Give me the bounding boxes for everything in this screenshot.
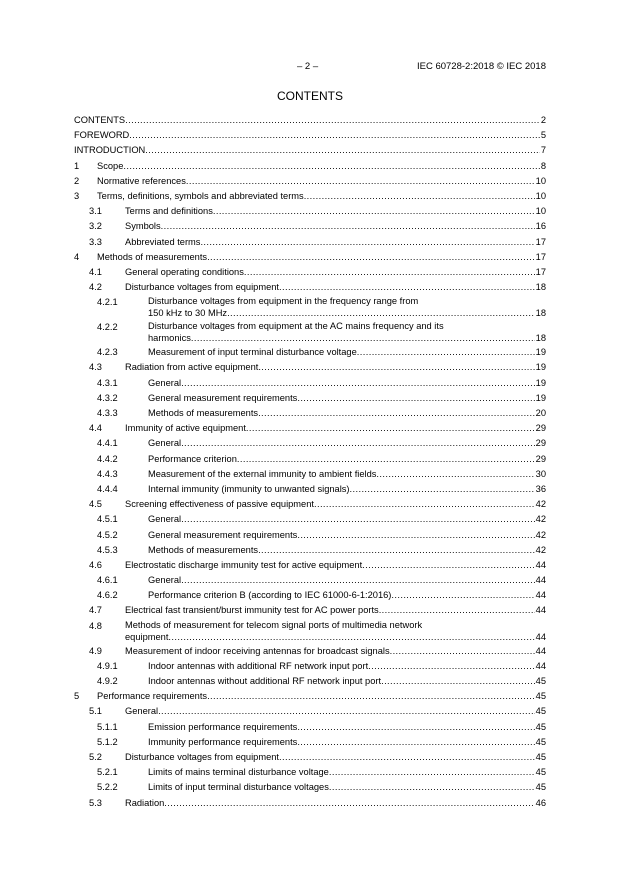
toc-entry[interactable] — [74, 128, 546, 143]
toc-entry[interactable] — [74, 391, 546, 406]
toc-entry-title: Terms and definitions — [125, 206, 213, 217]
dot-leader — [161, 219, 535, 234]
toc-entry[interactable] — [74, 174, 546, 189]
dot-leader — [158, 704, 535, 719]
toc-entry-title: General measurement requirements — [148, 392, 298, 403]
toc-entry-page: 42 — [535, 514, 546, 525]
toc-entry-title: Measurement of indoor receiving antennas for broadcast signals — [125, 645, 390, 656]
toc-entry[interactable] — [74, 796, 546, 811]
toc-entry[interactable] — [74, 558, 546, 573]
toc-entry-title: Electrostatic discharge immunity test for active equipment — [125, 559, 363, 570]
toc-entry[interactable] — [74, 219, 546, 234]
toc-entry-number: 5.2.2 — [97, 782, 118, 793]
toc-entry[interactable] — [74, 360, 546, 375]
dot-leader — [181, 512, 535, 527]
toc-entry-title: INTRODUCTION — [74, 145, 146, 156]
toc-entry[interactable] — [74, 159, 546, 174]
toc-entry-title: FOREWORD — [74, 130, 130, 141]
toc-entry-number: 4.7 — [89, 605, 102, 616]
toc-entry-number: 2 — [74, 175, 80, 186]
toc-entry-page: 42 — [535, 529, 546, 540]
toc-entry[interactable] — [74, 320, 546, 345]
dot-leader — [207, 689, 535, 704]
toc-entry-title-continued: harmonics — [148, 333, 191, 344]
dot-leader — [297, 735, 534, 750]
toc-entry-page: 18 — [535, 282, 546, 293]
toc-entry-number: 4.3.3 — [97, 408, 118, 418]
toc-entry-page: 36 — [535, 483, 546, 494]
toc-entry-title: General measurement requirements — [148, 529, 298, 540]
toc-entry-number: 4.4.2 — [97, 453, 118, 464]
toc-entry-page: 44 — [535, 645, 546, 656]
dot-leader — [181, 436, 535, 451]
toc-entry[interactable] — [74, 588, 546, 603]
toc-entry[interactable] — [74, 704, 546, 719]
toc-entry[interactable] — [74, 482, 546, 497]
dot-leader — [279, 750, 535, 765]
toc-entry[interactable] — [74, 674, 546, 689]
toc-entry-number: 3.3 — [89, 236, 102, 247]
dot-leader — [350, 482, 535, 497]
toc-entry[interactable] — [74, 644, 546, 659]
page-title: CONTENTS — [277, 89, 343, 103]
toc-entry-number: 4.9.2 — [97, 676, 118, 686]
toc-entry-number: 3 — [74, 190, 80, 201]
toc-entry-number: 4.6.1 — [97, 575, 118, 586]
toc-entry[interactable] — [74, 189, 546, 204]
toc-entry-title: Performance criterion — [148, 453, 237, 464]
toc-entry-number: 5.2.1 — [97, 767, 118, 778]
toc-entry-title: General — [148, 377, 182, 388]
toc-entry[interactable] — [74, 765, 546, 780]
toc-entry-number: 4.8 — [89, 620, 102, 631]
toc-entry-number: 4.2.2 — [97, 322, 118, 333]
toc-entry-page: 29 — [535, 453, 546, 464]
toc-entry-number: 5.1 — [89, 706, 102, 717]
dot-leader — [213, 204, 535, 219]
toc-entry-number: 4.9 — [89, 645, 102, 656]
toc-entry-title: Performance criterion B (according to IEC 61000-6-1:2016) — [148, 590, 392, 601]
toc-entry-number: 4.4.1 — [97, 438, 118, 449]
toc-entry-title: Terms, definitions, symbols and abbreviated terms — [97, 190, 304, 201]
toc-entry-title: Limits of input terminal disturbance voltages — [148, 782, 329, 793]
toc-entry-title: Electrical fast transient/burst immunity test for AC power ports — [125, 605, 379, 616]
dot-leader — [304, 189, 535, 204]
toc-entry-number: 4.6 — [89, 559, 102, 570]
dot-leader — [258, 406, 535, 421]
toc-entry-page: 42 — [535, 499, 546, 510]
dot-leader — [297, 528, 534, 543]
dot-leader — [129, 128, 540, 143]
toc-entry-number: 5.2 — [89, 751, 102, 762]
toc-entry-title: Normative references — [97, 175, 186, 186]
dot-leader — [145, 143, 540, 158]
toc-entry[interactable] — [74, 250, 546, 265]
toc-entry-page: 18 — [535, 333, 546, 344]
toc-entry-page: 10 — [535, 190, 546, 201]
toc-entry-title: Measurement of the external immunity to ambient fields — [148, 468, 377, 479]
dot-leader — [237, 452, 535, 467]
toc-entry[interactable] — [74, 113, 546, 128]
dot-leader — [244, 265, 535, 280]
toc-entry[interactable] — [74, 573, 546, 588]
toc-entry-page: 44 — [535, 559, 546, 570]
toc-entry[interactable] — [74, 235, 546, 250]
toc-entry-number: 1 — [74, 160, 80, 171]
toc-entry-page: 44 — [535, 631, 546, 642]
dot-leader — [390, 644, 535, 659]
toc-entry-title: Radiation from active equipment — [125, 362, 259, 373]
toc-entry-title: General — [148, 575, 182, 586]
toc-entry[interactable] — [74, 406, 546, 421]
toc-entry[interactable] — [74, 603, 546, 618]
toc-entry-page: 19 — [535, 362, 546, 373]
toc-entry-number: 4.2.1 — [97, 297, 118, 308]
toc-entry-page: 29 — [535, 438, 546, 449]
dot-leader — [329, 765, 535, 780]
toc-entry-page: 18 — [535, 308, 546, 319]
toc-entry-number: 3.2 — [89, 221, 102, 232]
toc-entry-page: 45 — [535, 767, 546, 778]
toc-entry-page: 30 — [535, 468, 546, 479]
toc-entry-page: 8 — [540, 160, 546, 171]
toc-entry-title-continued: equipment — [125, 631, 169, 642]
dot-leader — [227, 307, 535, 319]
toc-entry-title: Disturbance voltages from equipment — [125, 282, 279, 293]
table-of-contents — [74, 113, 546, 811]
toc-entry-page: 45 — [535, 736, 546, 747]
toc-entry-title: CONTENTS — [74, 115, 126, 125]
toc-entry-number: 4.5 — [89, 499, 102, 510]
toc-entry[interactable] — [74, 735, 546, 750]
toc-entry-title: Indoor antennas without additional RF network input port — [148, 676, 382, 686]
toc-entry[interactable] — [74, 750, 546, 765]
dot-leader — [329, 780, 535, 795]
dot-leader — [186, 174, 535, 189]
toc-entry-number: 3.1 — [89, 206, 102, 217]
toc-entry-title: Indoor antennas with additional RF network input port — [148, 660, 369, 671]
toc-entry[interactable] — [74, 295, 546, 320]
toc-entry-number: 5 — [74, 691, 80, 702]
dot-leader — [191, 332, 535, 344]
toc-entry[interactable] — [74, 543, 546, 558]
toc-entry-title: General — [125, 706, 159, 717]
toc-entry-number: 4.4 — [89, 423, 102, 434]
toc-entry-page: 5 — [540, 130, 546, 141]
dot-leader — [123, 159, 539, 174]
toc-entry-title: Immunity of active equipment — [125, 423, 246, 434]
toc-entry-title: General — [148, 438, 182, 449]
toc-entry[interactable] — [74, 421, 546, 436]
toc-entry-page: 45 — [535, 706, 546, 717]
toc-entry-title: Methods of measurements — [148, 544, 259, 555]
toc-entry-number: 4.6.2 — [97, 590, 118, 601]
toc-entry-page: 44 — [535, 660, 546, 671]
toc-entry-title: Screening effectiveness of passive equipment — [125, 499, 314, 510]
toc-entry-page: 44 — [535, 575, 546, 586]
toc-entry-page: 42 — [535, 544, 546, 555]
toc-entry-title: Methods of measurement for telecom signal ports of multimedia network — [125, 619, 423, 630]
toc-entry-page: 16 — [535, 221, 546, 232]
toc-entry-number: 4.3 — [89, 362, 102, 373]
toc-entry-number: 4.9.1 — [97, 660, 118, 671]
toc-entry-title: Abbreviated terms — [125, 236, 201, 247]
toc-entry[interactable] — [74, 143, 546, 158]
toc-entry-page: 7 — [540, 145, 546, 156]
toc-entry[interactable] — [74, 204, 546, 219]
toc-entry-page: 45 — [535, 751, 546, 762]
toc-entry-number: 4.5.2 — [97, 529, 118, 540]
dot-leader — [368, 659, 534, 674]
toc-entry[interactable] — [74, 659, 546, 674]
dot-leader — [376, 467, 534, 482]
standard-reference-header: IEC 60728-2:2018 © IEC 2018 — [416, 61, 546, 72]
dot-leader — [181, 376, 535, 391]
toc-entry-title: Measurement of input terminal disturbance voltage — [148, 347, 357, 358]
toc-entry-page: 44 — [535, 605, 546, 616]
dot-leader — [258, 360, 534, 375]
toc-entry[interactable] — [74, 467, 546, 482]
toc-entry-title: Emission performance requirements — [148, 721, 298, 732]
toc-entry[interactable] — [74, 452, 546, 467]
toc-entry[interactable] — [74, 497, 546, 512]
dot-leader — [362, 558, 534, 573]
toc-entry-number: 5.1.2 — [97, 736, 118, 747]
toc-entry-page: 20 — [535, 408, 546, 418]
toc-entry-number: 4.2 — [89, 282, 102, 293]
toc-entry-title: Internal immunity (immunity to unwanted signals) — [148, 483, 350, 494]
dot-leader — [200, 235, 534, 250]
toc-entry-title: Methods of measurements — [97, 251, 208, 262]
toc-entry-page: 17 — [535, 251, 546, 262]
toc-entry-title: Disturbance voltages from equipment — [125, 751, 279, 762]
dot-leader — [357, 345, 535, 360]
toc-entry-page: 29 — [535, 423, 546, 434]
toc-entry-title: General — [148, 514, 182, 525]
toc-entry-number: 5.1.1 — [97, 721, 118, 732]
toc-entry-page: 19 — [535, 392, 546, 403]
toc-entry-title: Disturbance voltages from equipment at the AC mains frequency and its — [148, 321, 444, 332]
toc-entry-title: Symbols — [125, 221, 161, 232]
toc-entry-number: 4.5.3 — [97, 544, 118, 555]
toc-entry-title: Radiation — [125, 797, 165, 808]
dot-leader — [379, 603, 535, 618]
toc-entry-number: 4.3.1 — [97, 377, 118, 388]
dot-leader — [297, 720, 534, 735]
toc-entry[interactable] — [74, 689, 546, 704]
toc-entry[interactable] — [74, 780, 546, 795]
dot-leader — [168, 631, 534, 643]
toc-entry-number: 4.3.2 — [97, 392, 118, 403]
toc-entry-page: 45 — [535, 691, 546, 702]
toc-entry-page: 45 — [535, 721, 546, 732]
dot-leader — [381, 674, 535, 689]
toc-entry-page: 46 — [535, 797, 546, 808]
toc-entry-title: Performance requirements — [97, 691, 208, 702]
toc-entry-page: 10 — [535, 175, 546, 186]
toc-entry-title-continued: 150 kHz to 30 MHz — [148, 308, 228, 319]
dot-leader — [314, 497, 535, 512]
toc-entry-page: 19 — [535, 347, 546, 358]
toc-entry-number: 5.3 — [89, 797, 102, 808]
toc-entry-page: 45 — [535, 676, 546, 686]
dot-leader — [279, 280, 535, 295]
toc-entry-title: Methods of measurements — [148, 408, 259, 418]
toc-entry[interactable] — [74, 345, 546, 360]
dot-leader — [164, 796, 534, 811]
toc-entry-page: 17 — [535, 236, 546, 247]
toc-entry[interactable] — [74, 265, 546, 280]
toc-entry[interactable] — [74, 436, 546, 451]
toc-entry-number: 4.1 — [89, 266, 102, 277]
toc-entry-page: 45 — [535, 782, 546, 793]
toc-entry-number: 4 — [74, 251, 80, 262]
toc-entry[interactable] — [74, 528, 546, 543]
toc-entry-number: 4.5.1 — [97, 514, 118, 525]
toc-entry-page: 17 — [535, 266, 546, 277]
toc-entry-number: 4.2.3 — [97, 347, 118, 358]
toc-entry-number: 4.4.4 — [97, 483, 118, 494]
toc-entry-page: 2 — [540, 115, 546, 125]
dot-leader — [207, 250, 535, 265]
toc-entry[interactable] — [74, 619, 546, 644]
toc-entry-page: 44 — [535, 590, 546, 601]
dot-leader — [258, 543, 535, 558]
toc-entry-page: 19 — [535, 377, 546, 388]
toc-entry-title: Limits of mains terminal disturbance voltage — [148, 767, 329, 778]
dot-leader — [297, 391, 534, 406]
dot-leader — [125, 113, 540, 128]
dot-leader — [246, 421, 535, 436]
page-number-header: – 2 – — [297, 61, 319, 72]
toc-entry-page: 10 — [535, 206, 546, 217]
toc-entry-number: 4.4.3 — [97, 468, 118, 479]
toc-entry[interactable] — [74, 512, 546, 527]
toc-entry[interactable] — [74, 720, 546, 735]
toc-entry-title: Disturbance voltages from equipment in the frequency range from — [148, 296, 419, 307]
toc-entry-title: General operating conditions — [125, 266, 244, 277]
dot-leader — [391, 588, 534, 603]
toc-entry[interactable] — [74, 376, 546, 391]
toc-entry[interactable] — [74, 280, 546, 295]
toc-entry-title: Immunity performance requirements — [148, 736, 298, 747]
dot-leader — [181, 573, 535, 588]
toc-entry-title: Scope — [97, 160, 124, 171]
